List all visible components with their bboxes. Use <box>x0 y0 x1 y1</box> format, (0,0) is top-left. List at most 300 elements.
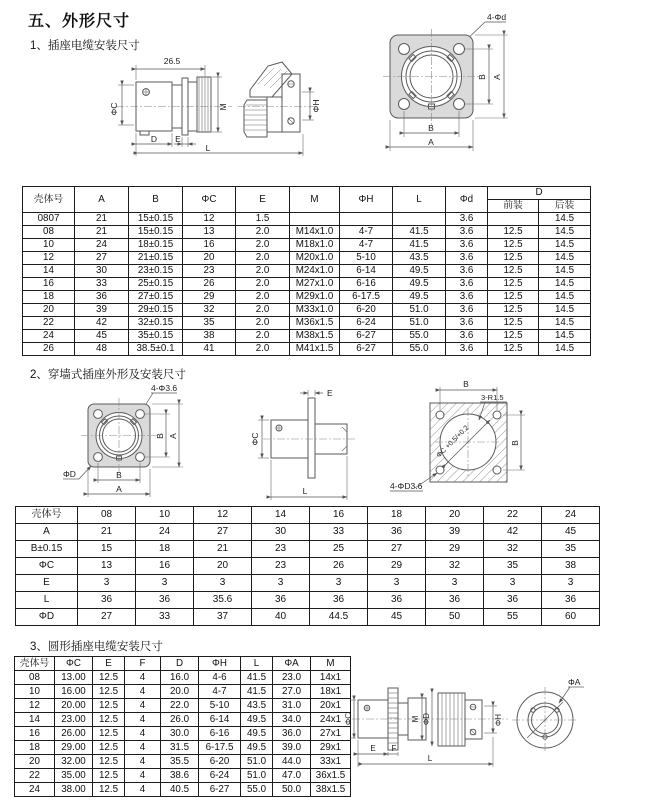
table-cell: 49.5 <box>241 741 273 755</box>
table-cell: 30.0 <box>161 727 199 741</box>
table-cell: 49.5 <box>393 291 446 304</box>
table-cell: 12.5 <box>93 727 125 741</box>
table-cell: 20.0 <box>161 685 199 699</box>
table-cell: 3.6 <box>446 317 488 330</box>
table-cell: 12.5 <box>93 713 125 727</box>
table-cell: 36 <box>484 592 542 609</box>
table-row <box>23 252 591 265</box>
table-cell: 3.6 <box>446 278 488 291</box>
dim-label-f: F <box>391 744 397 753</box>
table-cell: 38.6 <box>161 769 199 783</box>
table-cell: 24 <box>136 524 194 541</box>
table-cell: 27.0 <box>273 685 311 699</box>
table-row <box>23 278 591 291</box>
table-cell: 6-27 <box>199 783 241 797</box>
table-cell: 0807 <box>23 213 75 226</box>
column-header-cell: ΦH <box>340 187 393 213</box>
wall-flange-front-view <box>63 383 183 497</box>
table-cell: 壳体号 <box>16 507 78 524</box>
table-row <box>15 685 351 699</box>
table-row <box>16 541 600 558</box>
table-cell: 3.6 <box>446 304 488 317</box>
table-cell: 18 <box>368 507 426 524</box>
table-cell <box>290 213 340 226</box>
column-header-cell: E <box>236 187 290 213</box>
table-cell: 2.0 <box>236 343 290 356</box>
table-cell: 14.5 <box>539 213 591 226</box>
table-cell: 10 <box>15 685 55 699</box>
table-header-row <box>23 187 591 200</box>
table-cell: M20x1.0 <box>290 252 340 265</box>
table-cell: 36 <box>542 592 600 609</box>
table-cell: 38.5±0.1 <box>129 343 183 356</box>
table-cell: 3.6 <box>446 226 488 239</box>
table-cell: 36 <box>78 592 136 609</box>
dim-label-phiA: ΦA <box>568 677 581 687</box>
table-cell: 6-20 <box>340 304 393 317</box>
table-cell: 29 <box>426 541 484 558</box>
table-row <box>16 507 600 524</box>
round-plug-side-view <box>344 688 508 767</box>
dim-label-e: E <box>175 134 181 144</box>
table-cell: 3 <box>368 575 426 592</box>
table-cell: 4-7 <box>340 226 393 239</box>
flange-front-view-drawing <box>385 5 535 157</box>
table-cell: 23 <box>252 558 310 575</box>
table-cell: 32.00 <box>55 755 93 769</box>
section1-heading: 1、插座电缆安装尺寸 <box>30 40 140 52</box>
table-cell: 14 <box>23 265 75 278</box>
table-row <box>15 741 351 755</box>
table-cell: M36x1.5 <box>290 317 340 330</box>
table-cell: ΦC <box>16 558 78 575</box>
screw-icon <box>276 425 282 431</box>
table-cell: 49.5 <box>241 713 273 727</box>
column-header-cell: ΦH <box>199 657 241 671</box>
dim-label-a: A <box>116 484 122 494</box>
table-cell: 29 <box>368 558 426 575</box>
table-cell: 39 <box>75 304 129 317</box>
round-plug-dimensions-table <box>14 656 351 797</box>
callout-4-phid: 4-Φd <box>487 12 507 22</box>
dim-label-b: B <box>155 433 165 439</box>
section2-heading: 2、穿墙式插座外形及安装尺寸 <box>30 369 186 381</box>
table-cell: 4 <box>125 671 161 685</box>
table-cell: M27x1.0 <box>290 278 340 291</box>
wall-mount-socket-drawings <box>55 380 615 505</box>
table-cell: 6-24 <box>340 317 393 330</box>
table-cell: 14.5 <box>539 265 591 278</box>
table-cell: M33x1.0 <box>290 304 340 317</box>
table-cell: 14 <box>15 713 55 727</box>
table-row <box>15 699 351 713</box>
table-cell: 40 <box>252 609 310 626</box>
table-row <box>16 592 600 609</box>
table-cell: 32 <box>426 558 484 575</box>
table-row <box>16 609 600 626</box>
table-cell: 12.5 <box>488 317 539 330</box>
table-cell: 21 <box>78 524 136 541</box>
table-cell: 14.5 <box>539 252 591 265</box>
table-cell: 33 <box>75 278 129 291</box>
table-cell: 25 <box>310 541 368 558</box>
table-cell: 12.5 <box>488 330 539 343</box>
table-cell: 2.0 <box>236 304 290 317</box>
table-cell: 27 <box>78 609 136 626</box>
table-cell: 38x1.5 <box>311 783 351 797</box>
dim-label-m: M <box>411 715 420 723</box>
table-row <box>15 671 351 685</box>
table-cell <box>393 213 446 226</box>
column-header-cell: 前装 <box>488 200 539 213</box>
table-cell: 4-6 <box>199 671 241 685</box>
dim-label-phiC-tolerance: ΦC +0.5/+0.2 <box>435 424 471 460</box>
table-cell: 14 <box>252 507 310 524</box>
table-cell: 3 <box>78 575 136 592</box>
table-cell: 18 <box>136 541 194 558</box>
table-cell: 2.0 <box>236 330 290 343</box>
wall-mount-dimensions-table <box>15 506 600 626</box>
column-header-cell: 壳体号 <box>15 657 55 671</box>
dim-label-phiH: ΦH <box>494 713 503 727</box>
table-cell: 6-17.5 <box>340 291 393 304</box>
table-row <box>16 524 600 541</box>
column-header-cell: A <box>75 187 129 213</box>
table-row <box>16 558 600 575</box>
table-cell: 44.0 <box>273 755 311 769</box>
table-cell: 35.6 <box>194 592 252 609</box>
table-cell: 36 <box>426 592 484 609</box>
table-cell: 24 <box>542 507 600 524</box>
table-row <box>15 755 351 769</box>
dim-label-b: B <box>428 123 434 133</box>
table-cell: 1.5 <box>236 213 290 226</box>
table-cell: 41 <box>183 343 236 356</box>
column-header-cell: L <box>241 657 273 671</box>
table-cell: 13 <box>78 558 136 575</box>
table-cell: 10 <box>136 507 194 524</box>
table-cell: 12 <box>23 252 75 265</box>
table-cell: A <box>16 524 78 541</box>
table-cell: 24 <box>75 239 129 252</box>
table-cell: 22.0 <box>161 699 199 713</box>
table-cell: 24 <box>23 330 75 343</box>
table-cell: 20 <box>183 252 236 265</box>
table-cell: 24x1 <box>311 713 351 727</box>
table-cell: 45 <box>368 609 426 626</box>
table-cell: 12.5 <box>488 252 539 265</box>
table-cell: 4 <box>125 755 161 769</box>
table-cell: 30 <box>252 524 310 541</box>
table-cell: 38 <box>183 330 236 343</box>
dim-label-3-r1-5: 3-R1.5 <box>481 393 504 402</box>
table-cell: 20.00 <box>55 699 93 713</box>
table-cell: 4-7 <box>340 239 393 252</box>
table-cell: 2.0 <box>236 239 290 252</box>
table-cell: 32 <box>484 541 542 558</box>
table-cell: 41.5 <box>241 671 273 685</box>
angled-backshell-drawing <box>244 62 300 137</box>
table-cell: 2.0 <box>236 291 290 304</box>
table-cell: 22 <box>15 769 55 783</box>
table-cell: 25±0.15 <box>129 278 183 291</box>
dim-label-b: B <box>477 74 487 80</box>
table-cell: 38.00 <box>55 783 93 797</box>
table-cell: 27 <box>368 541 426 558</box>
table-cell: 47.0 <box>273 769 311 783</box>
table-cell: B±0.15 <box>16 541 78 558</box>
table-cell: 12.5 <box>488 343 539 356</box>
table-cell: 15 <box>78 541 136 558</box>
table-cell: 35 <box>183 317 236 330</box>
callout-4-phi3-6: 4-Φ3.6 <box>151 383 178 393</box>
table-cell: 51.0 <box>393 304 446 317</box>
table-cell: 43.5 <box>241 699 273 713</box>
table-cell: 4 <box>125 783 161 797</box>
table-row <box>23 291 591 304</box>
table-cell: 3.6 <box>446 265 488 278</box>
table-row <box>15 769 351 783</box>
table-cell: 45 <box>542 524 600 541</box>
table-cell: 12 <box>194 507 252 524</box>
table-cell: 2.0 <box>236 317 290 330</box>
table-row <box>23 317 591 330</box>
table-cell: 21 <box>75 226 129 239</box>
table-cell: 12.5 <box>93 699 125 713</box>
table-cell: 12.5 <box>93 741 125 755</box>
table-cell: 29.00 <box>55 741 93 755</box>
table-cell: 16 <box>136 558 194 575</box>
table-cell: 16 <box>310 507 368 524</box>
table-cell: 55 <box>484 609 542 626</box>
table-cell: 3.6 <box>446 343 488 356</box>
table-row <box>23 265 591 278</box>
table-cell: 36.0 <box>273 727 311 741</box>
table-cell: 36 <box>136 592 194 609</box>
dim-label-l: L <box>427 754 433 763</box>
page-title: 五、外形尺寸 <box>28 13 131 30</box>
table-cell: 51.0 <box>393 317 446 330</box>
table-cell: 60 <box>542 609 600 626</box>
dim-label-d: D <box>150 134 158 144</box>
table-row <box>16 575 600 592</box>
table-cell: 18 <box>15 741 55 755</box>
table-cell: 3.6 <box>446 252 488 265</box>
table-cell: 12.5 <box>93 783 125 797</box>
dim-label-a: A <box>428 137 434 147</box>
table-row <box>23 343 591 356</box>
table-cell: 35.00 <box>55 769 93 783</box>
table-cell: 4 <box>125 685 161 699</box>
table-cell: 51.0 <box>241 755 273 769</box>
table-cell: 14.5 <box>539 278 591 291</box>
table-cell: 21 <box>194 541 252 558</box>
table-cell: 4 <box>125 727 161 741</box>
table-cell: 22 <box>23 317 75 330</box>
table-header-row <box>15 657 351 671</box>
table-cell: 36 <box>75 291 129 304</box>
table-cell: 6-27 <box>340 343 393 356</box>
table-cell: 43.5 <box>393 252 446 265</box>
table-cell: 6-17.5 <box>199 741 241 755</box>
table-cell: 16.00 <box>55 685 93 699</box>
dim-label-26-5: 26.5 <box>163 56 181 66</box>
table-cell: 26.0 <box>161 713 199 727</box>
table-cell: 27x1 <box>311 727 351 741</box>
column-header-cell: F <box>125 657 161 671</box>
table-cell: 23±0.15 <box>129 265 183 278</box>
table-cell: 21±0.15 <box>129 252 183 265</box>
column-header-cell: ΦA <box>273 657 311 671</box>
dim-label-e: E <box>327 388 333 398</box>
dim-label-m: M <box>218 103 228 111</box>
table-cell: 16 <box>15 727 55 741</box>
column-header-cell-d-group: D <box>488 187 591 200</box>
table-cell: 4 <box>125 741 161 755</box>
column-header-cell: ΦC <box>183 187 236 213</box>
column-header-cell: 壳体号 <box>23 187 75 213</box>
dim-label-phiC: ΦC <box>250 432 260 446</box>
dim-label-phiH: ΦH <box>311 99 321 113</box>
table-cell: 30 <box>75 265 129 278</box>
section3-heading: 3、圆形插座电缆安装尺寸 <box>30 641 163 653</box>
table-cell: 3 <box>136 575 194 592</box>
table-cell: E <box>16 575 78 592</box>
table-cell: 51.0 <box>241 769 273 783</box>
table-cell: 27±0.15 <box>129 291 183 304</box>
table-cell: 3 <box>194 575 252 592</box>
table-cell: 3 <box>426 575 484 592</box>
table-cell: 15±0.15 <box>129 213 183 226</box>
dim-label-phiC: ΦC <box>344 712 353 726</box>
table-cell: 14.5 <box>539 291 591 304</box>
table-cell: 36 <box>252 592 310 609</box>
table-cell: 50 <box>426 609 484 626</box>
table-cell: 27 <box>194 524 252 541</box>
screw-icon <box>470 729 476 735</box>
table-cell: 29±0.15 <box>129 304 183 317</box>
dim-label-b: B <box>116 470 122 480</box>
table-cell: 23 <box>183 265 236 278</box>
column-header-cell: B <box>129 187 183 213</box>
table-cell: 41.5 <box>393 239 446 252</box>
table-cell: 35 <box>484 558 542 575</box>
wall-mount-side-view <box>250 388 355 500</box>
table-cell: 36 <box>310 592 368 609</box>
table-cell: 12.5 <box>488 239 539 252</box>
table-cell: 3 <box>542 575 600 592</box>
table-cell: 37 <box>194 609 252 626</box>
screw-icon <box>288 81 294 87</box>
table-cell: 14.5 <box>539 317 591 330</box>
dim-label-e: E <box>370 744 376 753</box>
column-header-cell: E <box>93 657 125 671</box>
table-cell: M41x1.5 <box>290 343 340 356</box>
table-cell: 49.5 <box>393 265 446 278</box>
table-cell: 20 <box>194 558 252 575</box>
table-row <box>15 783 351 797</box>
table-cell: 23 <box>252 541 310 558</box>
table-cell: 08 <box>78 507 136 524</box>
table-cell: 3.6 <box>446 239 488 252</box>
table-cell: 20 <box>23 304 75 317</box>
table-cell: 4 <box>125 713 161 727</box>
table-cell: 6-24 <box>199 769 241 783</box>
table-row <box>23 213 591 226</box>
table-cell: 12.5 <box>93 755 125 769</box>
table-cell: 26 <box>183 278 236 291</box>
table-cell: 3 <box>484 575 542 592</box>
dim-label-a: A <box>168 433 178 439</box>
column-header-cell: 后装 <box>539 200 591 213</box>
table-cell: 6-20 <box>199 755 241 769</box>
table-cell: 29x1 <box>311 741 351 755</box>
table-cell: 16 <box>23 278 75 291</box>
table-cell: 4 <box>125 699 161 713</box>
table-cell: 42 <box>484 524 542 541</box>
panel-cutout-drawing <box>390 379 525 491</box>
table-cell: 35 <box>542 541 600 558</box>
table-cell: 2.0 <box>236 278 290 291</box>
table-cell: 13.00 <box>55 671 93 685</box>
round-plug-drawings <box>344 653 670 805</box>
table-cell: 41.5 <box>393 226 446 239</box>
table-cell: 26 <box>310 558 368 575</box>
table-cell: 4-7 <box>199 685 241 699</box>
screw-icon <box>288 118 294 124</box>
table-cell: 33x1 <box>311 755 351 769</box>
screw-icon <box>364 705 370 711</box>
table-cell: 40.5 <box>161 783 199 797</box>
table-row <box>23 239 591 252</box>
column-header-cell: L <box>393 187 446 213</box>
dim-label-phiD: ΦD <box>63 469 76 479</box>
table-cell: 18 <box>23 291 75 304</box>
callout-4-phid3-6: 4-ΦD3.6 <box>390 481 423 491</box>
screw-icon <box>142 88 150 96</box>
table-cell: 36 <box>368 592 426 609</box>
table-cell: 36x1.5 <box>311 769 351 783</box>
dim-label-b: B <box>463 379 469 389</box>
column-header-cell: D <box>161 657 199 671</box>
table-cell: 49.5 <box>393 278 446 291</box>
table-cell: 6-16 <box>199 727 241 741</box>
table-cell: 31.5 <box>161 741 199 755</box>
column-header-cell: ΦC <box>55 657 93 671</box>
table-cell: 2.0 <box>236 265 290 278</box>
table-cell: 3.6 <box>446 291 488 304</box>
table-cell: 26.00 <box>55 727 93 741</box>
table-cell: 20 <box>15 755 55 769</box>
dim-label-l: L <box>302 486 308 496</box>
table-cell: 4 <box>125 769 161 783</box>
table-cell: M29x1.0 <box>290 291 340 304</box>
table-cell <box>340 213 393 226</box>
table-cell: 27 <box>75 252 129 265</box>
table-cell: 41.5 <box>241 685 273 699</box>
table-cell: 6-27 <box>340 330 393 343</box>
table-cell: 6-14 <box>340 265 393 278</box>
table-cell: 12.5 <box>488 226 539 239</box>
table-cell: 3 <box>310 575 368 592</box>
round-plug-front-view <box>512 677 584 753</box>
table-cell: 12.5 <box>93 685 125 699</box>
table-cell: 31.0 <box>273 699 311 713</box>
table-cell: M24x1.0 <box>290 265 340 278</box>
table-cell: 34.0 <box>273 713 311 727</box>
table-cell: 18±0.15 <box>129 239 183 252</box>
table-cell: 39 <box>426 524 484 541</box>
